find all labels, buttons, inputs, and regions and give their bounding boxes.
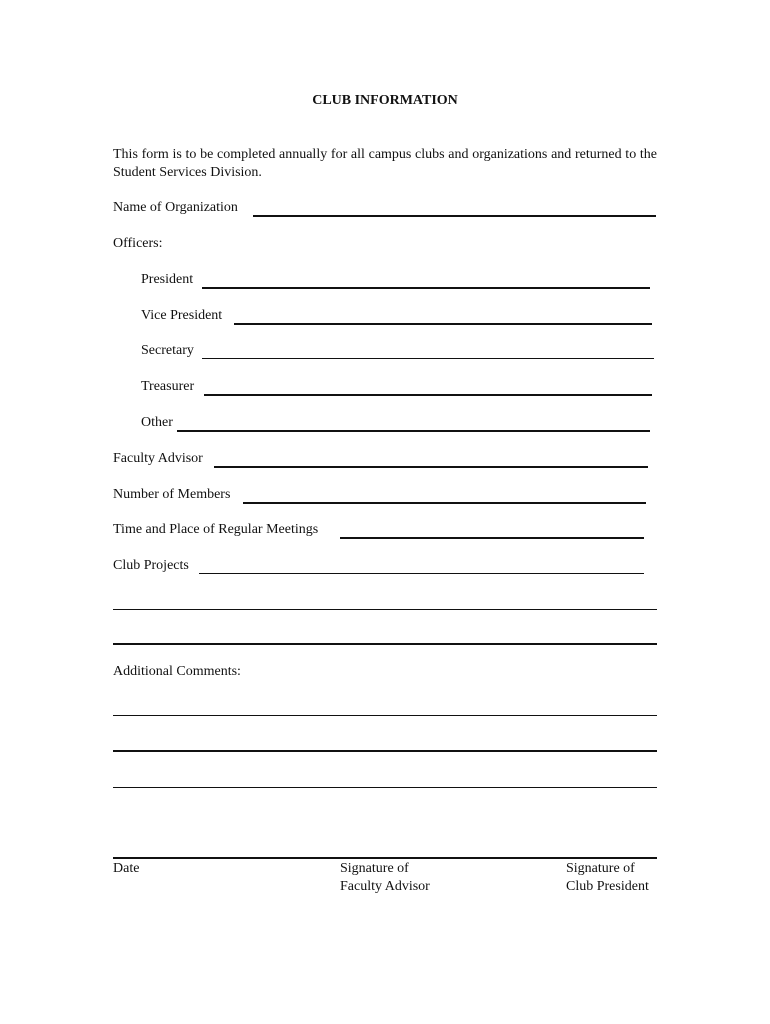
comments-label: Additional Comments: bbox=[113, 664, 241, 679]
secretary-label: Secretary bbox=[141, 343, 194, 358]
form-title: CLUB INFORMATION bbox=[312, 93, 458, 108]
vice-president-field[interactable] bbox=[234, 323, 652, 325]
treasurer-label: Treasurer bbox=[141, 379, 195, 394]
members-field[interactable] bbox=[243, 502, 646, 504]
projects-label: Club Projects bbox=[113, 558, 189, 573]
organization-field[interactable] bbox=[253, 215, 656, 217]
meetings-label: Time and Place of Regular Meetings bbox=[113, 522, 319, 537]
officers-label: Officers: bbox=[113, 236, 163, 251]
projects-field[interactable] bbox=[199, 573, 644, 574]
treasurer-field[interactable] bbox=[204, 394, 652, 396]
comments-field-line-2[interactable] bbox=[113, 750, 657, 752]
president-label: President bbox=[141, 272, 194, 287]
vice-president-label: Vice President bbox=[141, 308, 223, 323]
faculty-advisor-field[interactable] bbox=[214, 466, 648, 468]
form-instructions: This form is to be completed annually for all campus clubs and organizations and returned to the Student Services Division. bbox=[113, 147, 657, 180]
organization-label: Name of Organization bbox=[113, 200, 238, 215]
advisor-signature-caption bbox=[340, 860, 430, 896]
other-field[interactable] bbox=[177, 430, 650, 432]
president-signature-caption bbox=[566, 860, 649, 896]
meetings-field[interactable] bbox=[340, 537, 644, 539]
advisor-signature-label-2: Faculty Advisor bbox=[340, 879, 430, 894]
other-label: Other bbox=[141, 415, 173, 430]
comments-field-line-1[interactable] bbox=[113, 715, 657, 716]
projects-field-line-2[interactable] bbox=[113, 609, 657, 610]
secretary-field[interactable] bbox=[202, 358, 654, 359]
faculty-advisor-label: Faculty Advisor bbox=[113, 451, 203, 466]
president-signature-label-2: Club President bbox=[566, 879, 649, 894]
comments-field-line-3[interactable] bbox=[113, 787, 657, 788]
president-signature-label-1: Signature of bbox=[566, 861, 635, 876]
date-label: Date bbox=[113, 861, 140, 876]
projects-field-line-3[interactable] bbox=[113, 643, 657, 645]
president-field[interactable] bbox=[202, 287, 650, 289]
signature-line[interactable] bbox=[113, 857, 657, 859]
date-caption bbox=[113, 860, 139, 878]
members-label: Number of Members bbox=[113, 487, 231, 502]
advisor-signature-label-1: Signature of bbox=[340, 861, 409, 876]
